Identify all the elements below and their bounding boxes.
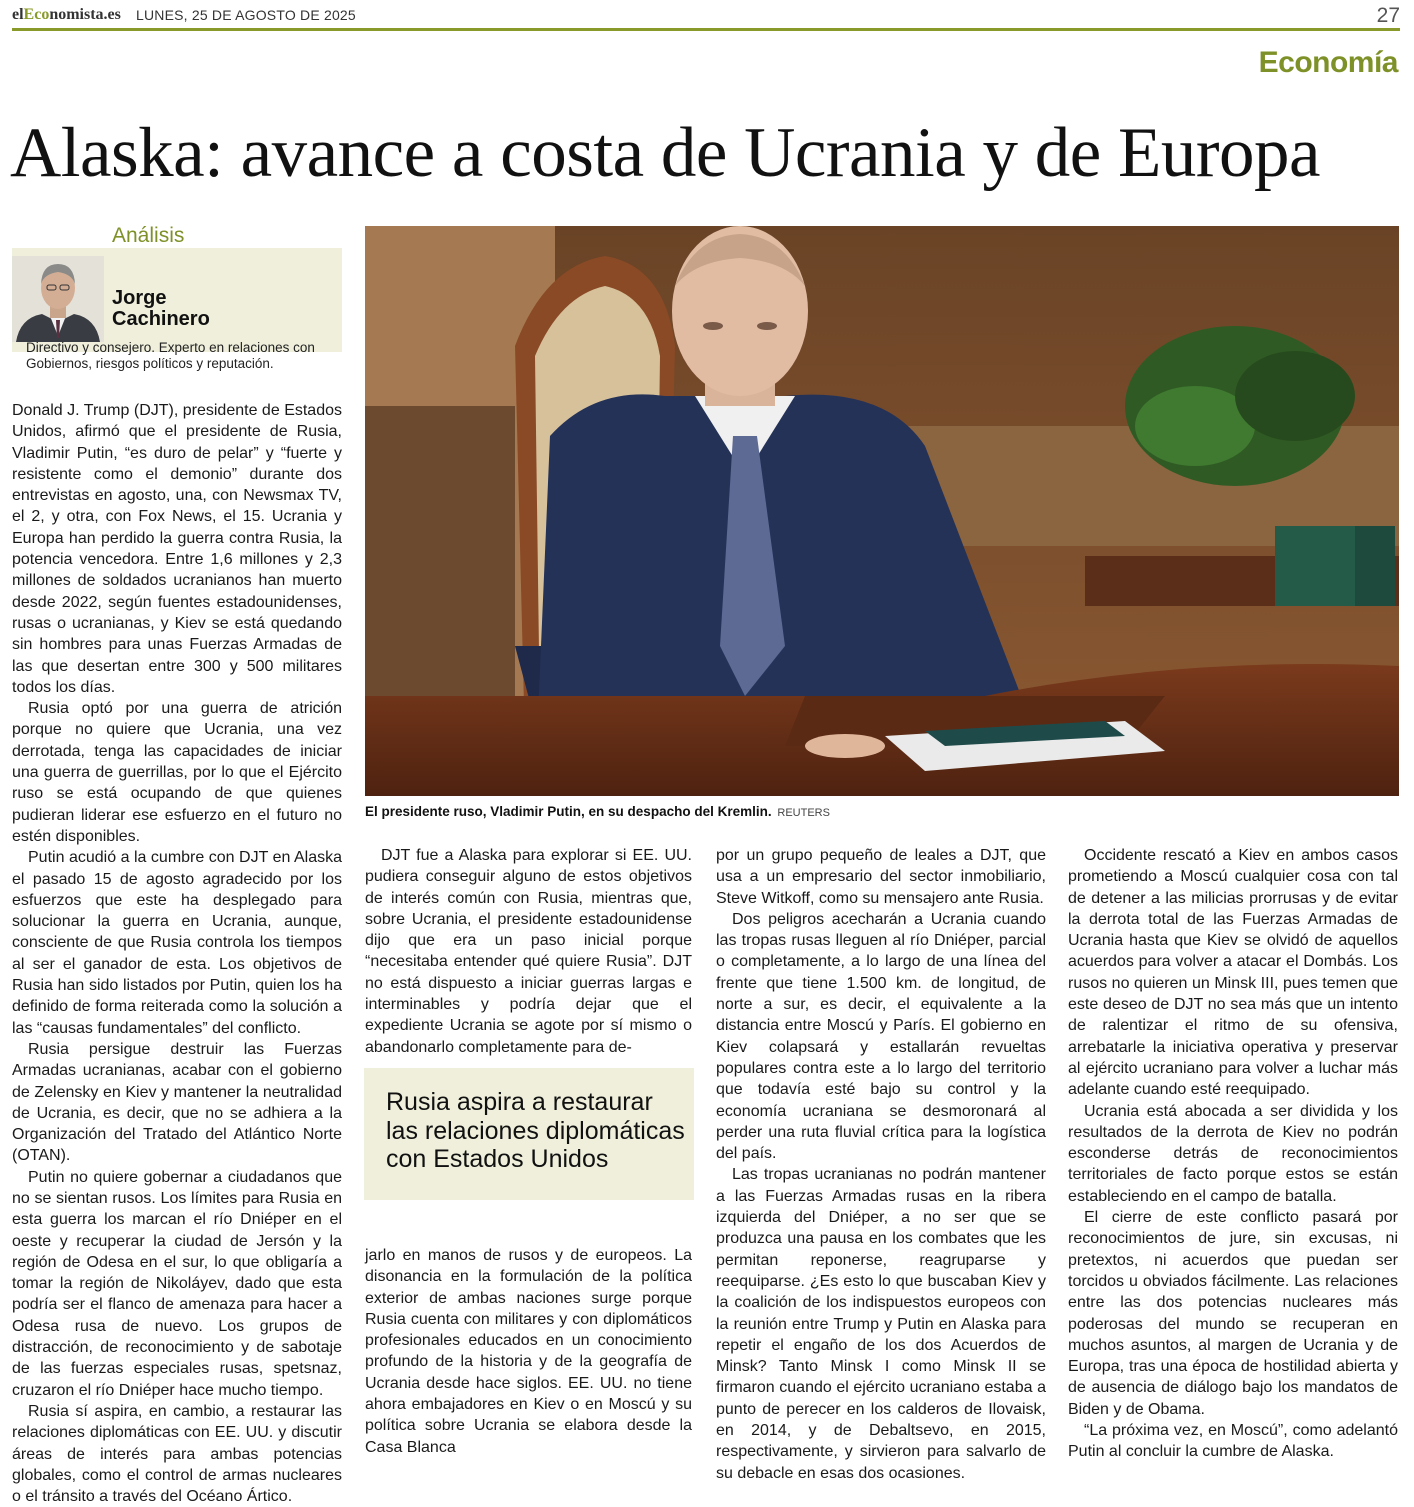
paragraph: “La próxima vez, en Moscú”, como adelantó Putin al concluir la cumbre de Alaska.: [1068, 1422, 1398, 1461]
paragraph: DJT fue a Alaska para explorar si EE. UU. pudiera conseguir alguno de estos objetivos de interés común con Rusia, mientras que, sobre Ucrania, el presidente estadounidense dijo que era un paso inicial porque “necesitaba entender qué quiere Rusia”. DJT no está dispuesto a iniciar guerras largas e interminables y podría dejar que el expediente Ucrania se agote por sí mismo o abandonarlo completamente para de-: [365, 847, 692, 1056]
paragraph: Occidente rescató a Kiev en ambos casos prometiendo a Moscú cualquier cosa con tal de detener a las milicias prorrusas y de evitar la derrota total de las Fuerzas Armadas de Ucrania hasta que Kiev se olvidó de aquellos acuerdos para volver a atacar el Dombás. Los rusos no quieren un Minsk III, pues temen que este deseo de DJT no sea más que un intento de ralentizar el ritmo de su ofensiva, arrebatarle la iniciativa operativa y preservar al ejército ucraniano para volver a luchar más adelante cuando esté reequipado.: [1068, 847, 1398, 1099]
photo-caption: El presidente ruso, Vladimir Putin, en su despacho del Kremlin. REUTERS: [365, 804, 830, 819]
putin-office-photo: [365, 226, 1399, 796]
paragraph: Las tropas ucranianas no podrán mantener a las Fuerzas Armadas rusas en la ribera izquierda del Dniéper, a no ser que se produzca una pausa en los combates que les permitan reponerse, reagruparse y reequiparse. ¿Es esto lo que buscaban Kiev y la coalición de los indispuestos europeos con la reunión entre Trump y Putin en Alaska para repetir el engaño de los dos Acuerdos de Minsk? Tanto Minsk I como Minsk II se firmaron cuando el ejército ucraniano estaba a punto de perecer en los calderos de Ilovaisk, en 2014, y de Debaltsevo, en 2015, respectivamente, y sirvieron para salvarlo de su debacle en esas dos ocasiones.: [716, 1166, 1046, 1482]
paragraph: Putin no quiere gobernar a ciudadanos que no se sientan rusos. Los límites para Rusia en esta guerra los marcan el río Dniéper en el oeste y recuperar la ciudad de Jersón y la región de Odesa en el sur, lo que obligaría a tomar la región de Nikoláyev, dado que esta podría ser el flanco de amenaza para hacer a Odesa rusa de nuevo. Los grupos de distracción, de reconocimiento y de sabotaje de las fuerzas especiales rusas, spetsnaz, cruzaron el río Dniéper hace mucho tiempo.: [12, 1168, 342, 1399]
article-column-2-bottom: [365, 1245, 692, 1458]
pull-quote-text: Rusia aspira a restaurar las relaciones diplomáticas con Estados Unidos: [386, 1088, 685, 1173]
paragraph: Ucrania está abocada a ser dividida y los resultados de la derrota de Kiev no podrán esconderse detrás de reconocimientos territoriales de facto porque estos se están estableciendo en el campo de batalla.: [1068, 1102, 1398, 1205]
author-name: Jorge Cachinero: [112, 287, 210, 330]
page-number: 27: [1376, 4, 1400, 27]
paragraph: Rusia persigue destruir las Fuerzas Armadas ucranianas, acabar con el gobierno de Zelensky en Kiev y mantener la neutralidad de Ucrania, es decir, que no se adhiera a la Organización del Tratado del Atlántico Norte (OTAN).: [12, 1040, 342, 1165]
author-box: [12, 222, 342, 371]
paragraph: Rusia sí aspira, en cambio, a restaurar las relaciones diplomáticas con EE. UU. y discutir áreas de interés para ambas potencias globales, como el control de armas nucleares o el tránsito a través del Océano Ártico.: [12, 1402, 342, 1506]
issue-date: LUNES, 25 DE AGOSTO DE 2025: [136, 7, 356, 23]
article-column-4: [1068, 845, 1398, 1463]
author-bio: Directivo y consejero. Experto en relaciones con Gobiernos, riesgos políticos y reputación.: [26, 340, 315, 371]
paragraph: Dos peligros acecharán a Ucrania cuando las tropas rusas lleguen al río Dniéper, parcial o completamente, a lo largo de una línea del frente que tiene 1.500 km. de longitud, de norte a sur, es decir, el equivalente a la distancia entre Moscú y París. El gobierno en Kiev colapsará y estallarán revueltas populares contra este a lo largo del territorio que todavía esté bajo su control y la economía ucraniana se desmoronará al perder una ruta fluvial crítica para la logística del país.: [716, 910, 1046, 1163]
newspaper-logo: elEconomista.es: [12, 6, 121, 23]
page-header: [12, 4, 1400, 28]
article-photo: [365, 226, 1399, 796]
photo-credit: REUTERS: [777, 807, 830, 819]
paragraph: Rusia optó por una guerra de atrición porque no quiere que Ucrania, una vez derrotada, tenga las capacidades de iniciar una guerra de guerrillas, por lo que el Ejército ruso se está ocupando de que quienes pudieran liderar ese esfuerzo en el futuro no estén disponibles.: [12, 700, 342, 845]
section-label: Economía: [1258, 46, 1398, 79]
article-column-2-top: [365, 845, 692, 1058]
paragraph: Putin acudió a la cumbre con DJT en Alaska el pasado 15 de agosto agradecido por los esfuerzos que este ha desplegado para solucionar la guerra en Ucrania, aunque, consciente de que Rusia controla los tiempos al ser el ganador de esta. Los objetivos de Rusia han sido listados por Putin, quien los ha definido de forma reiterada como la solución a las “causas fundamentales” del conflicto.: [12, 849, 342, 1037]
author-band: [12, 248, 342, 371]
header-rule: [12, 28, 1400, 31]
paragraph: jarlo en manos de rusos y de europeos. La disonancia en la formulación de la política exterior de ambas naciones surge porque Rusia cuenta con militares y con diplomáticos profesionales educados en un conocimiento profundo de la historia y de la geografía de Ucrania desde hace siglos. EE. UU. no tiene ahora embajadores en Kiev o en Moscú y su política sobre Ucrania se elabora desde la Casa Blanca: [365, 1247, 692, 1456]
article-type: Análisis: [112, 224, 185, 247]
pull-quote: [364, 1068, 694, 1200]
article-column-1: [12, 400, 342, 1507]
headline: Alaska: avance a costa de Ucrania y de Europa: [10, 114, 1321, 192]
paragraph: El cierre de este conflicto pasará por reconocimientos de jure, sin excusas, ni pretextos, ni acuerdos que puedan ser torcidos u obviados fácilmente. Las relaciones entre las dos potencias nucleares más poderosas del mundo se recuperan en muchos asuntos, al margen de Ucrania y de Europa, tras una época de hostilidad abierta y de ausencia de diálogo bajo los mandatos de Biden y de Obama.: [1068, 1209, 1398, 1418]
author-avatar: [12, 256, 104, 342]
paragraph: Donald J. Trump (DJT), presidente de Estados Unidos, afirmó que el presidente de Rusia, Vladimir Putin, “es duro de pelar” y “fuerte y resistente como el demonio” durante dos entrevistas en agosto, una, con Newsmax TV, el 2, y otra, con Fox News, el 15. Ucrania y Europa han perdido la guerra contra Rusia, la potencia vencedora. Entre 1,6 millones y 2,3 millones de soldados ucranianos han muerto desde 2022, según fuentes estadounidenses, rusas o ucranianas, y Kiev se está quedando sin hombres para unas Fuerzas Armadas de las que desertan entre 300 y 500 militares todos los días.: [12, 402, 342, 696]
paragraph: por un grupo pequeño de leales a DJT, que usa a un empresario del sector inmobiliario, Steve Witkoff, como su mensajero ante Rusia.: [716, 847, 1046, 907]
article-column-3: [716, 845, 1046, 1484]
